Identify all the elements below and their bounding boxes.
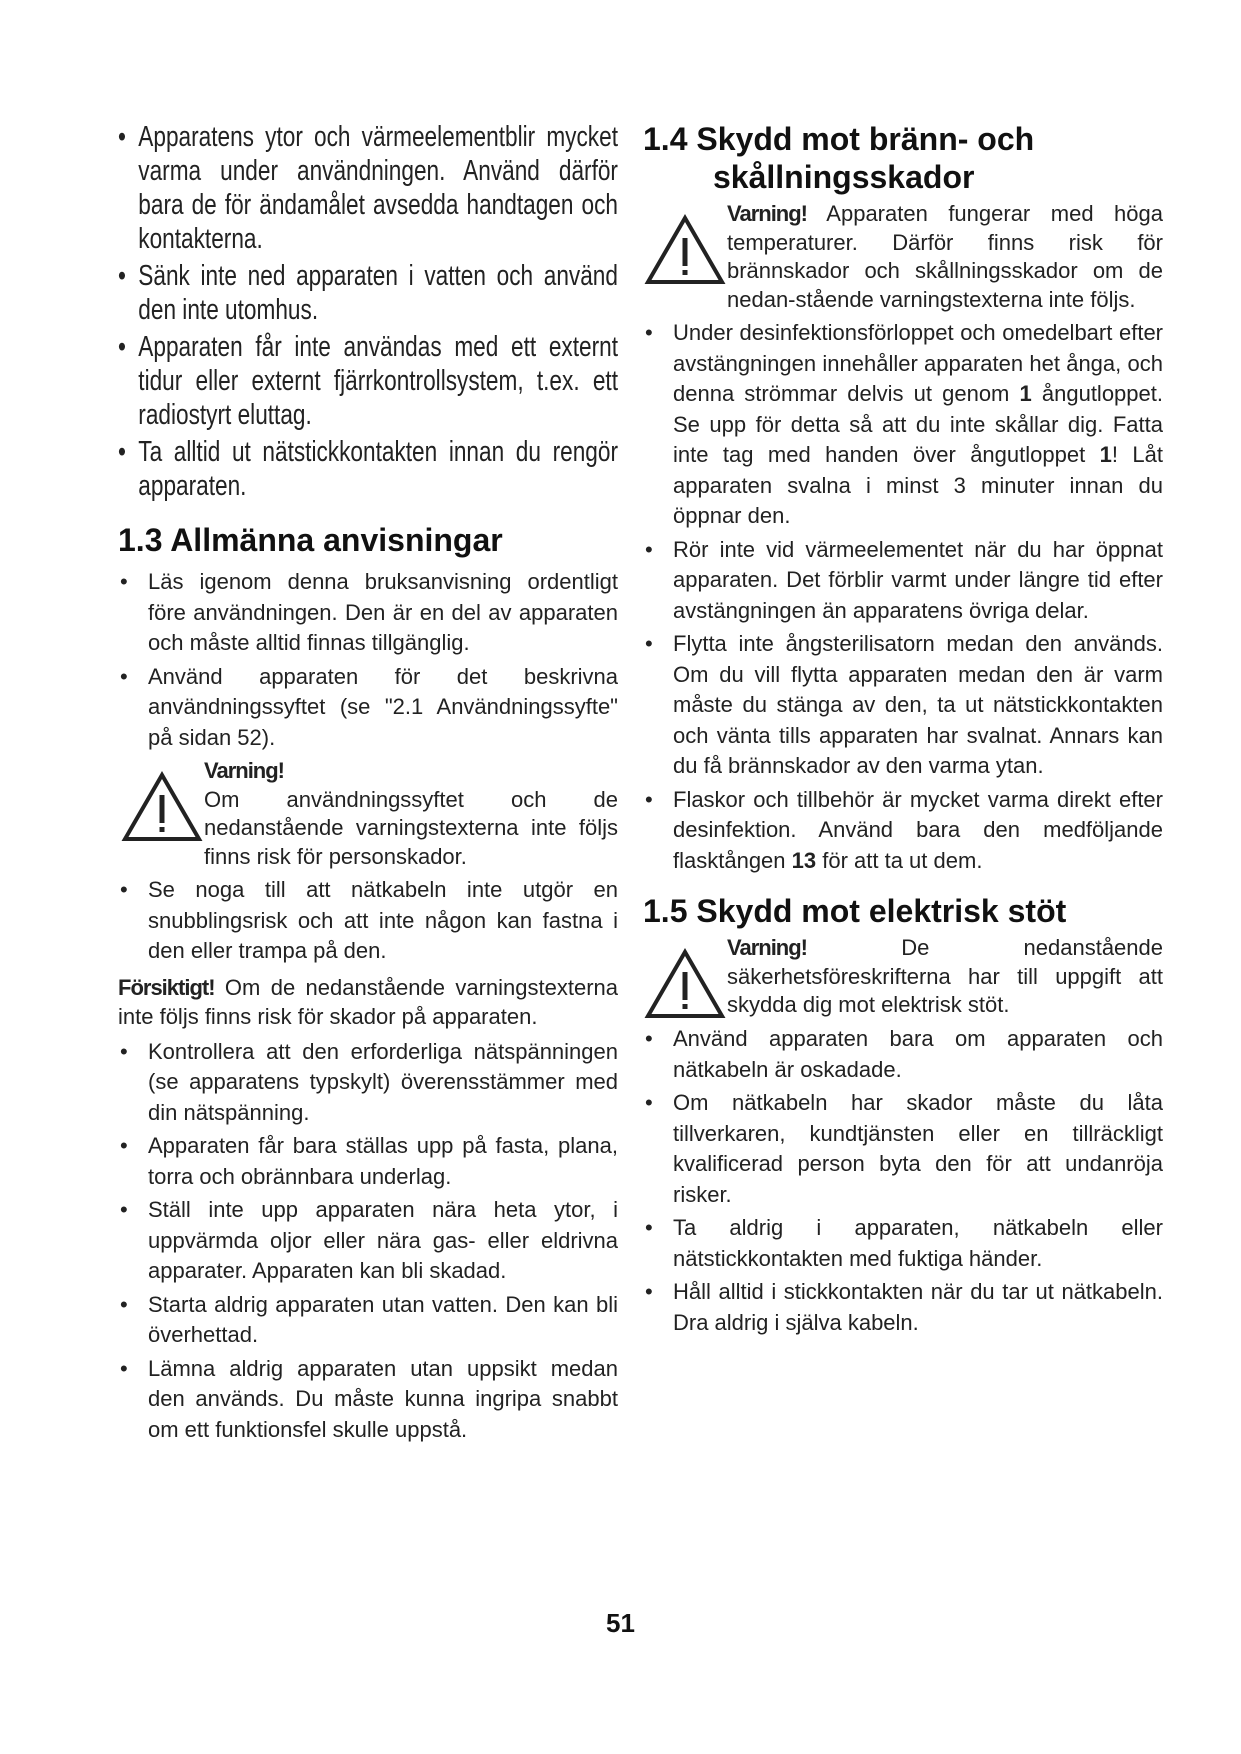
list-item: • Håll alltid i stickkontakten när du tar ut nätkabeln. Dra aldrig i själva kabeln. [643, 1277, 1163, 1338]
reference-number: 13 [791, 847, 817, 873]
heading-line-1: 1.4 Skydd mot bränn- och [643, 121, 1035, 157]
right-column [643, 120, 1163, 1338]
list-item: • Sänk inte ned apparaten i vatten och använd den inte utomhus. [118, 259, 618, 327]
reference-number: 1 [1019, 381, 1032, 406]
condensed-safety-list [118, 120, 618, 503]
list-item [643, 318, 1163, 532]
list-item: • Ställ inte upp apparaten nära heta ytor, i uppvärmda oljor eller nära gas- eller eldrivna apparater. Apparaten kan bli skadad. [118, 1195, 618, 1287]
section-1-4-body [643, 200, 1163, 876]
list-item: • Ta aldrig i apparaten, nätkabeln eller nätstickkontakten med fuktiga händer. [643, 1213, 1163, 1274]
caution-label: Försiktigt! [118, 974, 215, 1000]
section-1-3-body [118, 567, 618, 1445]
list-item: • Ta alltid ut nätstickkontakten innan du rengör apparaten. [118, 435, 618, 503]
list-item: • Använd apparaten bara om apparaten och nätkabeln är oskadade. [643, 1024, 1163, 1085]
list-item: • Starta aldrig apparaten utan vatten. Den kan bli överhettad. [118, 1290, 618, 1351]
warning-text [727, 200, 1163, 314]
warning-label: Varning! [727, 201, 808, 226]
section-heading-1-4 [643, 120, 1163, 196]
warning-triangle-icon [120, 771, 204, 843]
text-span: Flaskor och tillbehör är mycket varma direkt efter desinfektion. Använd bara den medföljande flasktången [673, 786, 1163, 873]
list-item [643, 785, 1163, 877]
list-item: • Flytta inte ångsterilisatorn medan den används. Om du vill flytta apparaten medan den är varm måste du stänga av den, ta ut nätstickkontakten och vänta tills apparaten har svalnat. Annars kan du få brännskador av den varma ytan. [643, 629, 1163, 782]
warning-text [204, 757, 618, 871]
left-column [118, 120, 618, 1445]
list-item: • Apparaten får bara ställas upp på fasta, plana, torra och obrännbara underlag. [118, 1131, 618, 1192]
warning-body: Om användningssyftet och de nedanstående varningstexterna inte följs finns risk för personskador. [204, 786, 618, 869]
reference-number: 1 [1099, 442, 1112, 467]
text-span: ! Låt apparaten svalna i minst 3 minuter innan du öppnar den. [673, 442, 1163, 528]
caution-text: Om de nedanstående varningstexterna inte följs finns risk för skador på apparaten. [118, 974, 618, 1029]
page-number: 51 [606, 1608, 635, 1638]
section-heading-1-3: 1.3 Allmänna anvisningar [118, 522, 503, 558]
warning-box [643, 200, 1163, 314]
section-1-5-body [643, 934, 1163, 1338]
warning-label: Varning! [727, 935, 808, 960]
heading-line-2: skållningsskador [713, 159, 975, 195]
text-span: för att ta ut dem. [816, 847, 983, 873]
list-item: • Lämna aldrig apparaten utan uppsikt medan den används. Du måste kunna ingripa snabbt om ett funktionsfel skulle uppstå. [118, 1354, 618, 1446]
list-item: • Om nätkabeln har skador måste du låta tillverkaren, kundtjänsten eller en tillräckligt kvalificerad person byta den för att undanröja risker. [643, 1088, 1163, 1210]
warning-box [643, 934, 1163, 1020]
warning-body: De nedanstående säkerhetsföreskrifterna har till uppgift att skydda dig mot elektrisk stöt. [727, 935, 1163, 1017]
warning-label: Varning! [204, 758, 285, 783]
list-item: • Använd apparaten för det beskrivna användningssyftet (se "2.1 Användningssyfte" på sidan 52). [118, 662, 618, 754]
list-item: • Apparatens ytor och värmeelementblir mycket varma under användningen. Använd därför bara de för ändamålet avsedda handtagen och kontakterna. [118, 120, 618, 256]
list-item: • Rör inte vid värmeelementet när du har öppnat apparaten. Det förblir varmt under längre tid efter avstängningen än apparatens övriga delar. [643, 535, 1163, 627]
list-item: • Apparaten får inte användas med ett externt tidur eller externt fjärrkontrollsystem, t.ex. ett radiostyrt eluttag. [118, 330, 618, 432]
warning-box [120, 757, 618, 871]
text-span: ångutloppet. Se upp för detta så att du inte skållar dig. Fatta inte tag med handen över ångutloppet [673, 381, 1163, 467]
warning-triangle-icon [643, 948, 727, 1020]
list-item: • Läs igenom denna bruksanvisning ordentligt före användningen. Den är en del av apparaten och måste alltid finnas tillgänglig. [118, 567, 618, 659]
list-item: • Se noga till att nätkabeln inte utgör en snubblingsrisk och att inte någon kan fastna i den eller trampa på den. [118, 875, 618, 967]
caution-paragraph [118, 973, 618, 1031]
list-item: • Kontrollera att den erforderliga nätspänningen (se apparatens typskylt) överensstämmer med din nätspänning. [118, 1037, 618, 1129]
warning-text [727, 934, 1163, 1020]
section-heading-1-5: 1.5 Skydd mot elektrisk stöt [643, 893, 1067, 929]
text-span: Under desinfektionsförloppet och omedelbart efter avstängningen innehåller apparaten het ånga, och denna strömmar delvis ut genom [673, 320, 1163, 406]
warning-body: Apparaten fungerar med höga temperaturer. Därför finns risk för brännskador och skållningsskador om de nedan-stående varningstexterna inte följs. [727, 201, 1163, 312]
warning-triangle-icon [643, 214, 727, 286]
